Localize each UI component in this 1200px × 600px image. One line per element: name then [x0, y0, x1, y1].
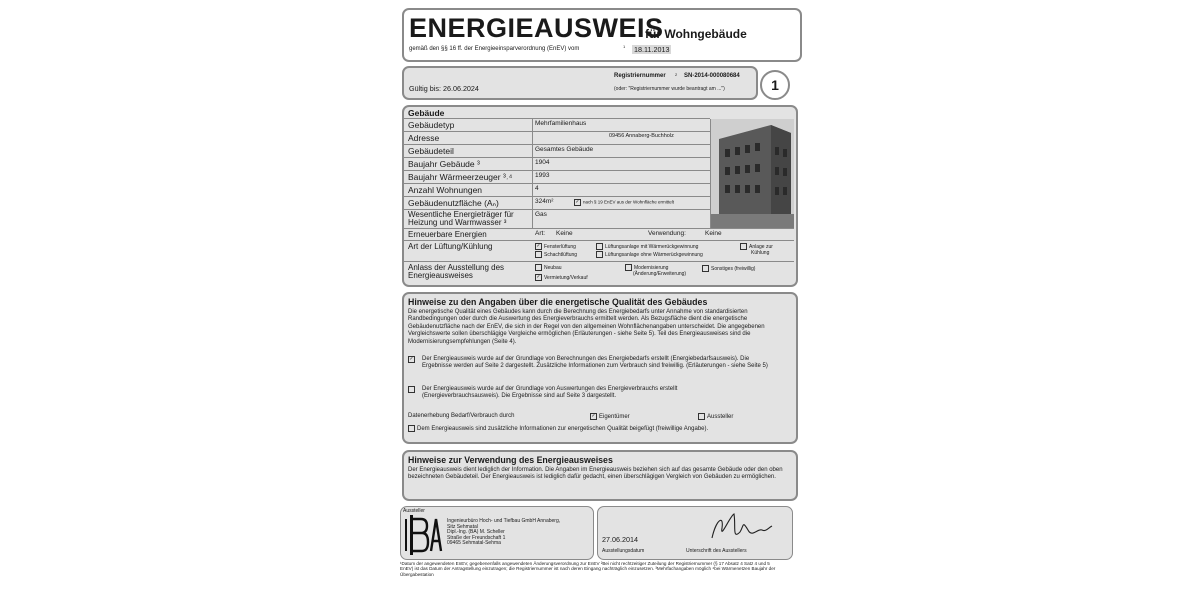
row-apartments: Anzahl Wohnungen 4 — [408, 185, 539, 195]
row-heater-year: Baujahr Wärmeerzeuger ³˒⁴ 1993 — [408, 172, 550, 182]
renewable-use-value: Keine — [705, 230, 722, 237]
building-part-value: Gesamtes Gebäude — [535, 146, 594, 153]
row-building-type: Gebäudetyp Mehrfamilienhaus — [408, 120, 587, 130]
row-usable-area: Gebäudenutzfläche (Aₙ) 324m² ✓ nach § 19 EnEV aus der Wohnfläche ermittelt — [408, 198, 674, 208]
cooling-label: Kühlung — [751, 250, 770, 256]
issuer-address: Ingenieurbüro Hoch- und Tiefbau GmbH Annaberg, Sitz Sehmatal Dipl.-Ing. (BA) M. Scheller Straße der Freundschaft 1 09465 Sehmatal-Sehma — [447, 518, 561, 547]
row-ventilation: Art der Lüftung/Kühlung ✓ Fensterlüftung Lüftungsanlage mit Wärmerückgewinnung Anlage zur Kühlung Schachtlüftung Lüftungsanlage ohne Wärmerückgewinnung — [408, 242, 773, 258]
registration-note: (oder: "Registriernummer wurde beantragt am ...") — [614, 86, 725, 92]
page-number-badge — [760, 70, 790, 100]
renewable-type-value: Keine — [556, 230, 573, 237]
address-value: 09456 Annaberg-Buchholz — [609, 133, 674, 139]
registration-label: Registriernummer — [614, 73, 666, 79]
option-new-building[interactable]: Neubau — [535, 264, 562, 271]
demand-option-checkbox[interactable]: ✓ — [409, 356, 414, 362]
row-building-part: Gebäudeteil Gesamtes Gebäude — [408, 146, 594, 156]
quality-notes-intro: Die energetische Qualität eines Gebäudes kann durch die Berechnung des Energiebedarfs unter Annahme von standardisierten Randbedingungen oder durch die Auswertung des Energieverbrauchs ermittelt werden. Als Bezugsfläche dient die energetische Gebäudenutzfläche nach der EnEV, die sich in der Regel von den allgemeinen Wohnflächenangaben unterscheidet. Die angegebenen Vergleichswerte sollen überschlägige Vergleiche ermöglichen (Erläuterungen - siehe Seite 5). Teil des Energieausweises sind die Modernisierungsempfehlungen (Seite 4). — [408, 309, 765, 345]
usage-notes-section — [402, 450, 798, 501]
row-construction-year: Baujahr Gebäude ³ 1904 — [408, 159, 550, 169]
building-section — [402, 105, 798, 287]
registration-box — [402, 66, 758, 100]
survey-owner-option[interactable]: ✓ Eigentümer — [591, 413, 630, 421]
building-photo — [711, 119, 794, 228]
issue-date: 27.06.2014 — [602, 535, 638, 544]
option-other[interactable]: Sonstiges (freiwillig) — [702, 265, 755, 272]
window-ventilation-checkbox[interactable]: ✓ — [536, 243, 541, 249]
survey-label: Datenerhebung Bedarf/Verbrauch durch — [408, 413, 515, 419]
row-renewable: Erneuerbare Energien Art: Keine Verwendung: Keine — [408, 230, 722, 239]
building-photo-icon — [711, 119, 794, 228]
apartments-value: 4 — [535, 185, 539, 192]
demand-option-text: Der Energieausweis wurde auf der Grundlage von Berechnungen des Energiebedarfs erstellt (Energiebedarfsausweis). Die Ergebnisse werden auf Seite 2 dargestellt. Zusätzliche Informationen zum Verbrauch sind freiwillig. (Erläuterungen - siehe Seite 5) — [422, 356, 768, 370]
modernization-note: (Änderung/Erweiterung) — [633, 271, 687, 277]
consumption-option-checkbox[interactable] — [408, 386, 415, 393]
usage-notes-title: Hinweise zur Verwendung des Energieausweises — [408, 455, 613, 465]
building-type-value: Mehrfamilienhaus — [535, 120, 587, 127]
signature-section — [597, 506, 793, 560]
rent-sale-checkbox[interactable]: ✓ — [536, 274, 541, 280]
row-address: Adresse 09456 Annaberg-Buchholz — [408, 133, 674, 143]
option-shaft-ventilation[interactable]: Schachtlüftung — [535, 251, 577, 258]
option-cooling[interactable]: Anlage zur — [740, 243, 773, 250]
survey-owner-checkbox[interactable]: ✓ — [591, 413, 596, 419]
option-ventilation-no-recovery[interactable]: Lüftungsanlage ohne Wärmerückgewinnung — [596, 251, 703, 258]
extra-info-option[interactable]: Dem Energieausweis sind zusätzliche Informationen zur energetischen Qualität beigefügt (freiwillige Angabe). — [408, 425, 708, 432]
shaft-ventilation-checkbox[interactable] — [535, 251, 542, 258]
building-section-title: Gebäude — [408, 108, 445, 118]
iba-logo-icon — [405, 515, 443, 555]
other-checkbox[interactable] — [702, 265, 709, 272]
issuer-section — [400, 506, 594, 560]
registration-footnote-mark: 2 — [675, 72, 678, 77]
footnotes: ¹Datum der angewendeten EnEV, gegebenenfalls angewendeten Änderungsverordnung zur EnEV ²Bei nicht rechtzeitiger Zuteilung der Registriernummer (§ 17 Absatz 4 Satz 4 und 5 EnEV) ist das Datum der Antragstellung einzutragen; die Registriernummer ist nach deren Eingang nachträglich einzusetzen. ³Mehrfachangaben möglich ⁴bei Wärmenetzen Baujahr der Übergabestation — [400, 561, 776, 577]
signature-label: Unterschrift des Ausstellers — [686, 548, 747, 554]
issuer-label: Aussteller — [403, 508, 425, 514]
valid-until: Gültig bis: 26.06.2024 — [409, 84, 479, 93]
row-energy-carrier: Wesentliche Energieträger für Heizung und Warmwasser ³ Gas — [408, 210, 547, 227]
ventilation-recovery-checkbox[interactable] — [596, 243, 603, 250]
row-occasion: Anlass der Ausstellung des Energieausweises Neubau Modernisierung (Änderung/Erweiterung) Sonstiges (freiwillig) ✓ Vermietung/Verkauf — [408, 263, 756, 281]
document-subtitle: für Wohngebäude — [645, 27, 747, 41]
survey-issuer-checkbox[interactable] — [698, 413, 705, 420]
header-box — [402, 8, 802, 62]
energy-carrier-value: Gas — [535, 211, 547, 218]
usable-area-value: 324m² — [535, 198, 554, 205]
survey-issuer-option[interactable]: Aussteller — [698, 413, 733, 420]
quality-notes-section — [402, 292, 798, 444]
signature-icon — [702, 510, 782, 546]
option-rent-sale[interactable]: ✓ Vermietung/Verkauf — [536, 274, 588, 281]
heater-year-value: 1993 — [535, 172, 550, 179]
issue-date-label: Ausstellungsdatum — [602, 548, 645, 554]
page-number: 1 — [771, 77, 779, 93]
legal-footnote-mark: 1 — [623, 44, 626, 49]
area-note: ✓ nach § 19 EnEV aus der Wohnfläche ermittelt — [575, 199, 674, 205]
construction-year-value: 1904 — [535, 159, 550, 166]
new-building-checkbox[interactable] — [535, 264, 542, 271]
option-ventilation-recovery[interactable]: Lüftungsanlage mit Wärmerückgewinnung — [596, 243, 698, 250]
usage-notes-text: Der Energieausweis dient lediglich der Information. Die Angaben im Energieausweis beziehen sich auf das gesamte Gebäude oder den oben bezeichneten Gebäudeteil. Der Energieausweis ist lediglich dafür gedacht, einen überschlägigen Vergleich von Gebäuden zu ermöglichen. — [408, 467, 783, 481]
area-note-checkbox[interactable]: ✓ — [575, 199, 580, 205]
legal-date: 18.11.2013 — [634, 45, 670, 54]
option-window-ventilation[interactable]: ✓ Fensterlüftung — [536, 243, 576, 250]
energy-certificate-page — [396, 4, 800, 594]
legal-basis: gemäß den §§ 16 ff. der Energieeinsparverordnung (EnEV) vom — [409, 46, 580, 52]
registration-number: SN-2014-000080684 — [684, 73, 740, 79]
quality-notes-title: Hinweise zu den Angaben über die energetische Qualität des Gebäudes — [408, 297, 708, 307]
modernization-checkbox[interactable] — [625, 264, 632, 271]
consumption-option-text: Der Energieausweis wurde auf der Grundlage von Auswertungen des Energieverbrauchs erstellt (Energieverbrauchsausweis). Die Ergebnisse sind auf Seite 3 dargestellt. — [422, 386, 678, 400]
option-modernization[interactable]: Modernisierung — [625, 264, 668, 271]
ventilation-no-recovery-checkbox[interactable] — [596, 251, 603, 258]
issuer-logo — [405, 515, 443, 555]
cooling-checkbox[interactable] — [740, 243, 747, 250]
extra-info-checkbox[interactable] — [408, 425, 415, 432]
document-title: ENERGIEAUSWEIS — [409, 13, 664, 43]
